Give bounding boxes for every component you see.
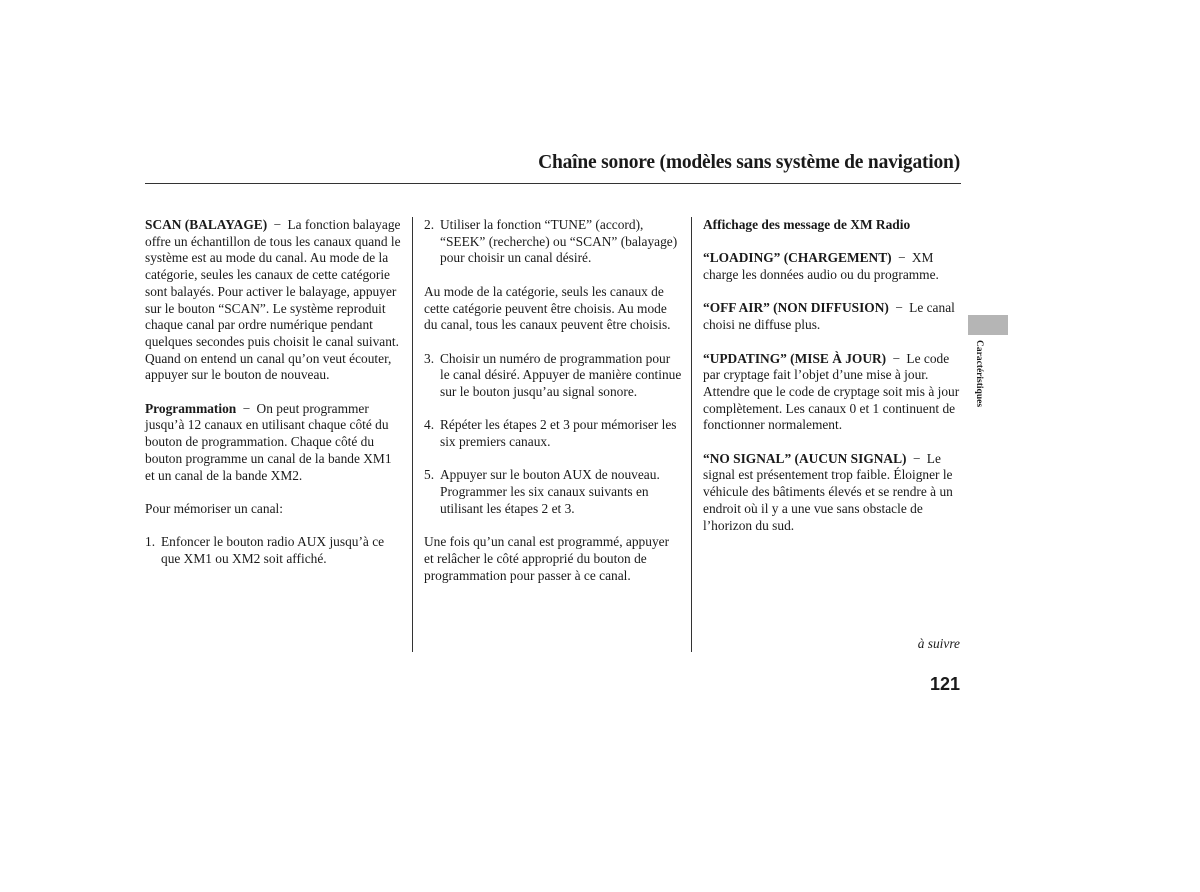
no-signal-message [703,451,961,535]
updating-text: Le code par cryptage fait l’objet d’une mise à jour. Attendre que le code de cryptage soit mis à jour complètement. Les canaux 0 et 1 continuent de fonctionner normalement. [703,350,960,433]
column-divider-2 [691,217,692,652]
dash: − [912,450,921,466]
section-tab-marker [968,315,1008,335]
category-note: Au mode de la catégorie, seuls les canaux de cette catégorie peuvent être choisis. Au mode du canal, tous les canaux peuvent être choisis. [424,283,671,333]
step-5 [424,467,682,517]
dash: − [892,350,901,366]
step-text: Répéter les étapes 2 et 3 pour mémoriser les six premiers canaux. [440,417,677,450]
programming-paragraph [145,401,403,485]
step-number: 1. [145,534,156,550]
page-title: Chaîne sonore (modèles sans système de navigation) [538,152,960,173]
step-1 [145,534,403,567]
step-text: Choisir un numéro de programmation pour le canal désiré. Appuyer de manière continue sur le bouton jusqu’au signal sonore. [440,350,682,399]
dash: − [895,300,903,316]
dash: − [897,250,906,266]
xm-messages-heading: Affichage des message de XM Radio [703,217,911,232]
step-number: 3. [424,350,435,366]
column-2 [424,217,682,601]
off-air-label: “OFF AIR” (NON DIFFUSION) [703,300,889,316]
step-3 [424,351,682,401]
programming-text: On peut programmer jusqu’à 12 canaux en utilisant chaque côté du bouton de programmation. Chaque côté du bouton programme un canal de la bande XM1 et un canal de la bande XM2. [145,400,392,483]
loading-text: XM charge les données audio ou du programme. [703,250,939,283]
updating-label: “UPDATING” (MISE À JOUR) [703,350,887,366]
step-text: Enfoncer le bouton radio AUX jusqu’à ce que XM1 ou XM2 soit affiché. [161,534,385,567]
column-divider-1 [412,217,413,652]
step-text: Appuyer sur le bouton AUX de nouveau. Programmer les six canaux suivants en utilisant les étapes 2 et 3. [440,467,660,516]
continued-note: à suivre [917,636,960,651]
closing-paragraph: Une fois qu’un canal est programmé, appuyer et relâcher le côté approprié du bouton de programmation pour passer à ce canal. [424,534,670,583]
scan-text: La fonction balayage offre un échantillon de tous les canaux quand le système est au mode du canal. Au mode de la catégorie, seules les canaux de cette catégorie sont balayés. Pour activer le balayage, appuyer sur le bouton “SCAN”. Le système reproduit chaque canal par ordre numérique pendant quelques secondes puis choisit le canal suivant. Quand on entend un canal qu’on veut écouter, appuyer sur le bouton de nouveau. [145,217,401,383]
step-number: 5. [424,467,435,483]
no-signal-text: Le signal est présentement trop faible. Éloigner le véhicule des bâtiments élevés et se rendre à un endroit où il y a une vue sans obstacle de l’horizon du sud. [703,450,953,533]
column-1 [145,217,403,584]
off-air-text: Le canal choisi ne diffuse plus. [703,300,955,333]
updating-message [703,351,961,435]
step-number: 4. [424,417,435,433]
programming-heading: Programmation [145,400,237,416]
no-signal-label: “NO SIGNAL” (AUCUN SIGNAL) [703,450,907,466]
scan-heading: SCAN (BALAYAGE) [145,217,268,232]
step-text: Utiliser la fonction “TUNE” (accord), “SEEK” (recherche) ou “SCAN” (balayage) pour choisir un canal désiré. [440,217,678,266]
dash: − [242,400,251,416]
column-3 [703,217,961,551]
section-tab-label: Caractéristiques [974,340,984,408]
step-number: 2. [424,217,435,232]
step-2 [424,217,682,267]
dash: − [273,217,282,232]
step-4 [424,417,682,450]
title-rule [145,183,961,184]
loading-label: “LOADING” (CHARGEMENT) [703,250,892,266]
page-number: 121 [929,674,960,694]
loading-message [703,250,961,283]
scan-paragraph [145,217,403,384]
memorise-intro: Pour mémoriser un canal: [145,500,283,516]
off-air-message [703,300,961,333]
